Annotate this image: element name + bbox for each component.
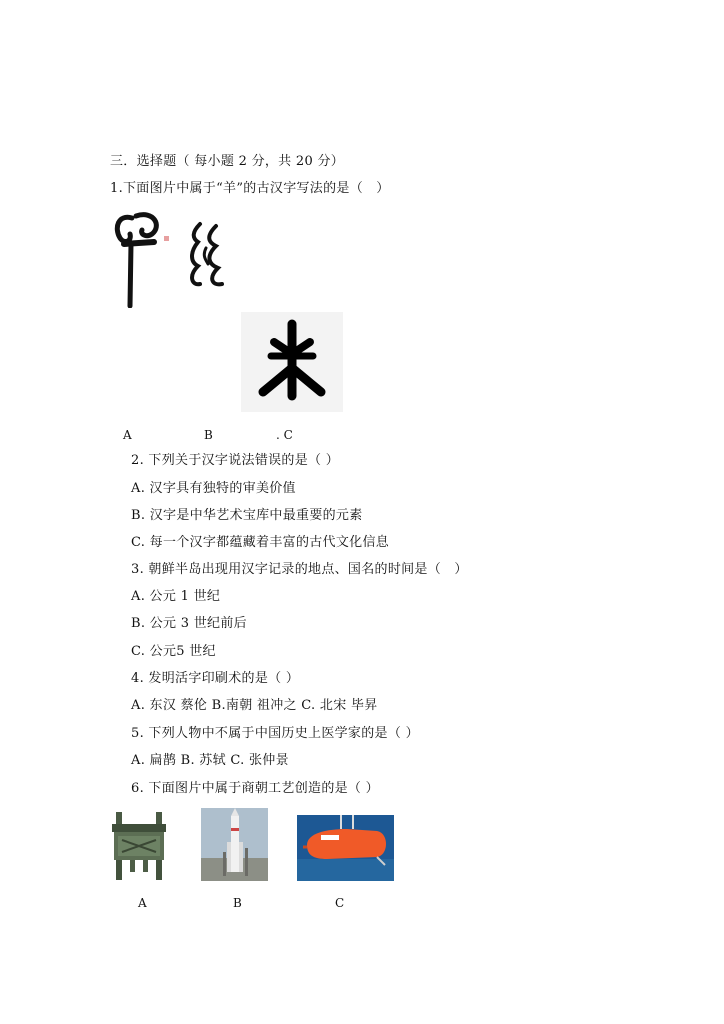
q2-option-a: A. 汉字具有独特的审美价值 [131,481,296,496]
q4-options: A. 东汉 蔡伦 B.南朝 祖冲之 C. 北宋 毕昇 [131,698,378,713]
q1-option-a-image [110,208,174,308]
q1-label-a: A [123,428,132,442]
q3-option-b: B. 公元 3 世纪前后 [131,616,247,631]
q6-option-b-image [201,808,268,881]
question-4-text: 4. 发明活字印刷术的是（ ） [131,671,300,686]
q6-option-c-image [297,815,394,881]
q1-option-c-image [241,312,343,412]
question-6-text: 6. 下面图片中属于商朝工艺创造的是（ ） [131,781,379,796]
q2-option-c: C. 每一个汉字都蕴藏着丰富的古代文化信息 [131,535,390,550]
q6-option-a-image [108,808,170,882]
q1-option-b-image [186,220,226,290]
q6-label-b: B [233,896,242,910]
question-5-text: 5. 下列人物中不属于中国历史上医学家的是（ ） [131,726,419,741]
q2-option-b: B. 汉字是中华艺术宝库中最重要的元素 [131,508,363,523]
q6-label-c: C [335,896,345,910]
q3-option-a: A. 公元 1 世纪 [131,589,221,604]
q5-options: A. 扁鹊 B. 苏轼 C. 张仲景 [131,753,289,768]
q3-option-c: C. 公元5 世纪 [131,644,216,659]
question-1-text: 1.下面图片中属于“羊”的古汉字写法的是（ ） [110,181,390,196]
question-3-text: 3. 朝鲜半岛出现用汉字记录的地点、国名的时间是（ ） [131,562,468,577]
section-header: 三．选择题（ 每小题 2 分，共 20 分） [110,154,345,169]
q1-label-c: . C [276,428,293,442]
question-2-text: 2. 下列关于汉字说法错误的是（ ） [131,453,340,468]
q1-label-b: B [204,428,213,442]
q6-label-a: A [138,896,147,910]
